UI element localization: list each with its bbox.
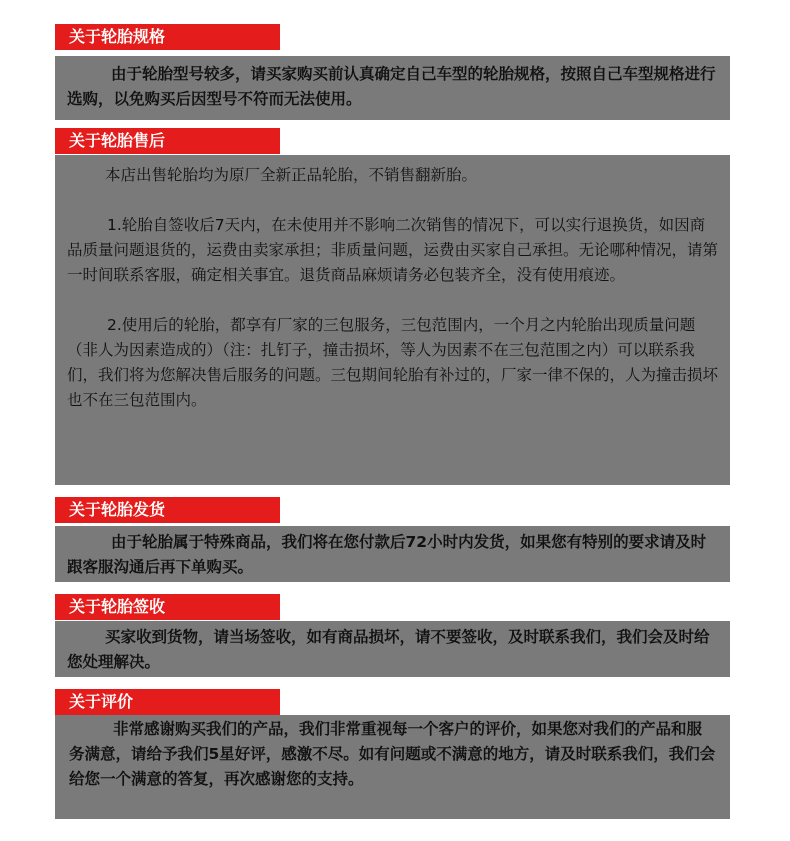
paragraph: 由于轮胎属于特殊商品，我们将在您付款后72小时内发货，如果您有特别的要求请及时跟客服沟通后再下单购买。 bbox=[67, 533, 707, 576]
section-body bbox=[55, 56, 730, 120]
section-title: 关于轮胎售后 bbox=[55, 128, 280, 154]
section-body bbox=[55, 526, 730, 582]
section-body bbox=[55, 621, 730, 677]
paragraph: 1.轮胎自签收后7天内，在未使用并不影响二次销售的情况下，可以实行退换货，如因商品质量问题退货的，运费由卖家承担；非质量问题，运费由买家自己承担。无论哪种情况，请第一时间联系客服，确定相关事宜。退货商品麻烦请务必包装齐全，没有使用痕迹。 bbox=[67, 216, 719, 284]
section-title: 关于轮胎签收 bbox=[55, 594, 280, 620]
section-title: 关于评价 bbox=[55, 689, 280, 715]
section-body bbox=[55, 715, 730, 819]
paragraph: 本店出售轮胎均为原厂全新正品轮胎，不销售翻新胎。 bbox=[105, 166, 478, 184]
section-title: 关于轮胎规格 bbox=[55, 24, 280, 50]
section-body bbox=[55, 155, 730, 485]
section-title: 关于轮胎发货 bbox=[55, 497, 280, 523]
paragraph: 买家收到货物，请当场签收，如有商品损坏，请不要签收，及时联系我们，我们会及时给您处理解决。 bbox=[67, 628, 710, 671]
paragraph: 由于轮胎型号较多，请买家购买前认真确定自己车型的轮胎规格，按照自己车型规格进行选购，以免购买后因型号不符而无法使用。 bbox=[67, 65, 716, 108]
paragraph: 非常感谢购买我们的产品，我们非常重视每一个客户的评价，如果您对我们的产品和服务满意，请给予我们5星好评，感激不尽。如有问题或不满意的地方，请及时联系我们，我们会给您一个满意的答复，再次感谢您的支持。 bbox=[69, 720, 716, 788]
paragraph: 2.使用后的轮胎，都享有厂家的三包服务，三包范围内，一个月之内轮胎出现质量问题（非人为因素造成的）（注：扎钉子，撞击损坏，等人为因素不在三包范围之内）可以联系我们，我们将为您解决售后服务的问题。三包期间轮胎有补过的，厂家一律不保的，人为撞击损坏也不在三包范围内。 bbox=[67, 316, 719, 409]
